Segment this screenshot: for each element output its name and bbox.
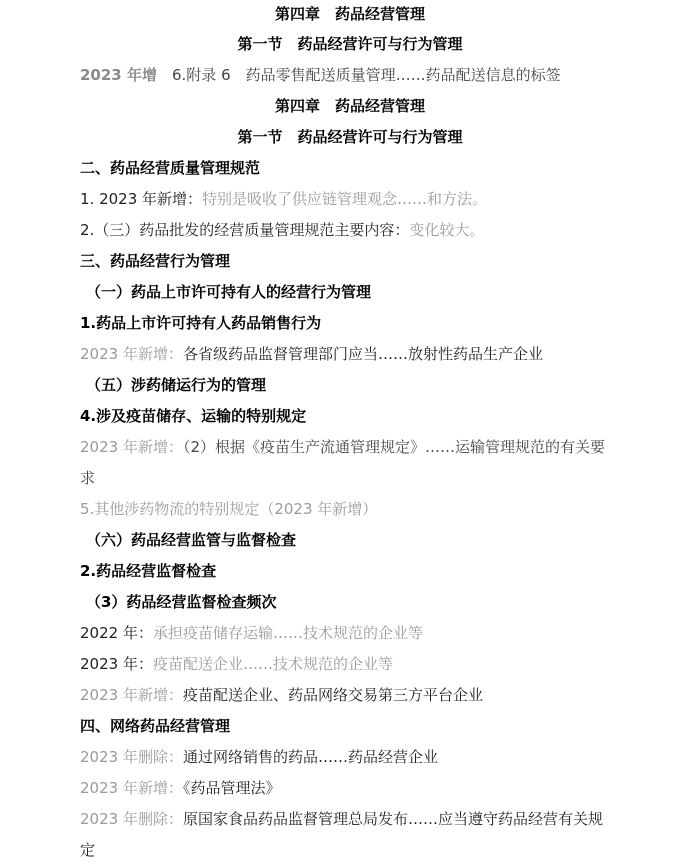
addition-1 [80,342,543,366]
section-heading-repeat: 第一节 药品经营许可与行为管理 [237,128,463,146]
deletion-2-tail: 定 [80,841,96,859]
addition-4-prefix: 2023 年新增： [80,686,183,704]
addition-2-prefix: 2023 年新增： [80,438,183,456]
addition-1-body: 各省级药品监督管理部门应当……放射性药品生产企业 [182,345,543,363]
subsection-5-heading: （五）涉药储运行为的管理 [86,376,267,394]
deletion-1 [80,745,438,769]
year-2022-entry [80,621,423,645]
section-3-heading: 三、药品经营行为管理 [80,252,231,270]
addition-5-body: 《药品管理法》 [182,779,281,797]
item-2 [80,218,484,242]
item-1-prefix: 1. 2023 年新增： [80,190,203,208]
year-2023-prefix: 2023 年： [80,655,153,673]
subsection-6-2-heading: 2.药品经营监督检查 [80,562,217,580]
chapter-heading-repeat: 第四章 药品经营管理 [274,97,425,115]
addition-4 [80,683,483,707]
year-2022-prefix: 2022 年： [80,624,153,642]
item-1 [80,187,487,211]
year-2023-entry [80,652,393,676]
year-2022-body: 承担疫苗储存运输……技术规范的企业等 [152,624,423,642]
addition-2-body: （2）根据《疫苗生产流通管理规定》……运输管理规范的有关要 [182,438,605,456]
subsection-6-heading: （六）药品经营监管与监督检查 [86,531,297,549]
addition-3: 5.其他涉药物流的特别规定（2023 年新增） [80,500,378,518]
addition-1-prefix: 2023 年新增： [80,345,183,363]
deletion-2-body: 原国家食品药品监督管理总局发布……应当遵守药品经营有关规 [182,810,603,828]
section-heading: 第一节 药品经营许可与行为管理 [237,35,463,53]
section-2-heading: 二、药品经营质量管理规范 [80,159,261,177]
appendix-note [80,63,561,87]
item-1-body: 特别是吸收了供应链管理观念……和方法。 [202,190,488,208]
subsection-5-4-heading: 4.涉及疫苗储存、运输的特别规定 [80,407,307,425]
deletion-2-prefix: 2023 年删除： [80,810,183,828]
deletion-1-body: 通过网络销售的药品……药品经营企业 [182,748,438,766]
year-2023-body: 疫苗配送企业……技术规范的企业等 [152,655,393,673]
section-4-heading: 四、网络药品经营管理 [80,717,231,735]
chapter-heading: 第四章 药品经营管理 [274,5,425,23]
subsection-1-heading: （一）药品上市许可持有人的经营行为管理 [86,283,372,301]
addition-2 [80,435,605,459]
deletion-2 [80,807,603,831]
addition-5-prefix: 2023 年新增： [80,779,183,797]
addition-5 [80,776,280,800]
item-2-body: 变化较大。 [409,221,485,239]
addition-2-tail: 求 [80,469,96,487]
deletion-1-prefix: 2023 年删除： [80,748,183,766]
subsection-1-1-heading: 1.药品上市许可持有人药品销售行为 [80,314,322,332]
appendix-note-body: 6.附录 6 药品零售配送质量管理……药品配送信息的标签 [171,66,561,84]
addition-4-body: 疫苗配送企业、药品网络交易第三方平台企业 [182,686,483,704]
subsection-6-3-heading: （3）药品经营监督检查频次 [86,593,277,611]
item-2-prefix: 2.（三）药品批发的经营质量管理规范主要内容： [80,221,410,239]
appendix-note-prefix: 2023 年增 [80,66,172,84]
